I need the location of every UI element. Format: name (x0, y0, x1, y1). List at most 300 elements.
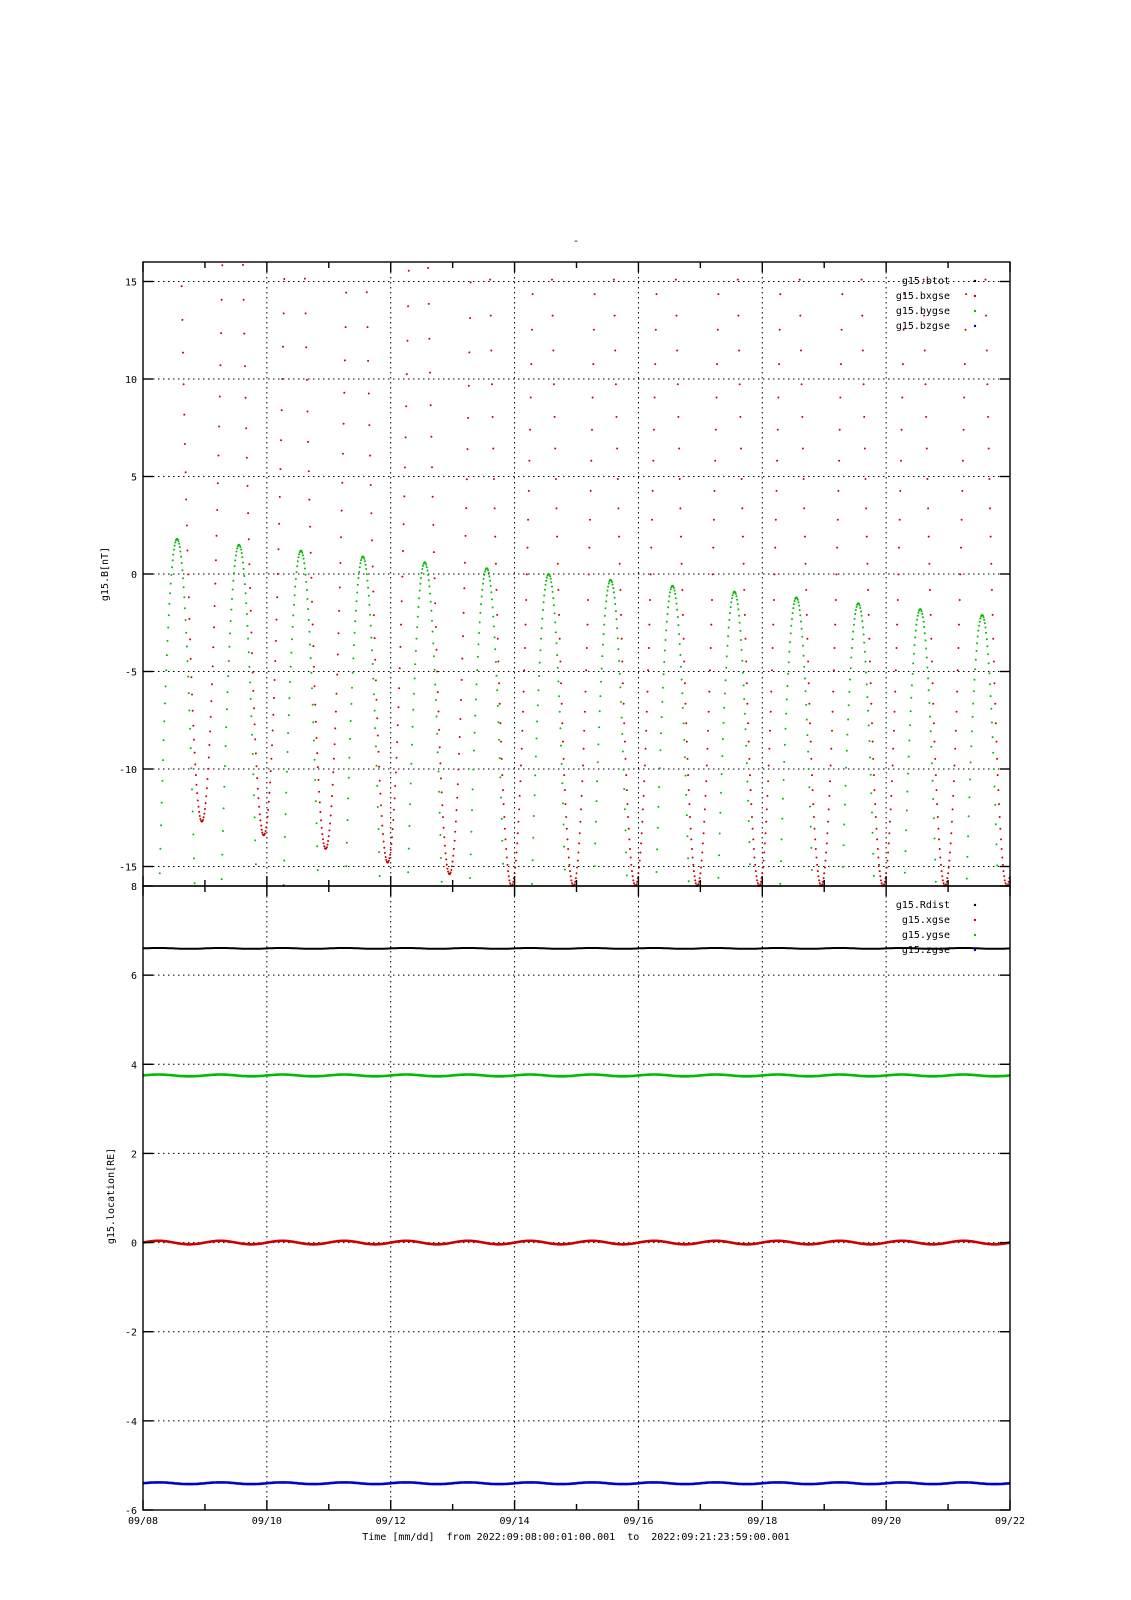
point (179, 551, 181, 553)
point (467, 448, 469, 450)
point (375, 679, 377, 681)
point (935, 774, 937, 776)
point (874, 789, 876, 791)
point (440, 777, 442, 779)
point (524, 647, 526, 649)
point (304, 568, 306, 570)
point (430, 601, 432, 603)
point (430, 610, 432, 612)
point (470, 831, 472, 833)
point (629, 848, 631, 850)
point (377, 806, 379, 808)
point (418, 597, 420, 599)
point (997, 789, 999, 791)
point (253, 707, 255, 709)
point (197, 800, 199, 802)
point (399, 667, 401, 669)
point (242, 562, 244, 564)
page-title: - (572, 236, 580, 247)
point (419, 590, 421, 592)
point (534, 794, 536, 796)
point (374, 637, 376, 639)
point (814, 838, 816, 840)
point (805, 589, 807, 591)
point (428, 303, 430, 305)
point (703, 832, 705, 834)
legend-entry-label: g15.bxgse (895, 291, 950, 302)
point (658, 786, 660, 788)
point (806, 719, 808, 721)
point (607, 590, 609, 592)
point (368, 393, 370, 395)
point (937, 816, 939, 818)
point (290, 652, 292, 654)
point (233, 572, 235, 574)
point (947, 872, 949, 874)
point (434, 669, 436, 671)
point (174, 542, 176, 544)
point (249, 587, 251, 589)
point (748, 820, 750, 822)
point (727, 635, 729, 637)
point (562, 741, 564, 743)
point (308, 499, 310, 501)
point (905, 850, 907, 852)
point (381, 815, 383, 817)
point (604, 615, 606, 617)
x-tick-label: 09/16 (623, 1516, 654, 1527)
point (888, 842, 890, 844)
point (928, 536, 930, 538)
point (341, 482, 343, 484)
point (433, 551, 435, 553)
point (950, 842, 952, 844)
point (854, 618, 856, 620)
point (786, 698, 788, 700)
point (703, 821, 705, 823)
point (536, 721, 538, 723)
point (809, 806, 811, 808)
point (221, 299, 223, 301)
point (821, 883, 823, 885)
point (438, 729, 440, 731)
point (785, 713, 787, 715)
point (407, 871, 409, 873)
point (817, 870, 819, 872)
point (643, 780, 645, 782)
point (738, 615, 740, 617)
point (694, 875, 696, 877)
point (376, 765, 378, 767)
point (318, 779, 320, 781)
point (766, 808, 768, 810)
point (742, 536, 744, 538)
point (799, 279, 801, 281)
point (954, 748, 956, 750)
point (503, 816, 505, 818)
point (390, 849, 392, 851)
point (439, 812, 441, 814)
point (189, 728, 191, 730)
point (554, 612, 556, 614)
point (167, 627, 169, 629)
point (444, 845, 446, 847)
point (240, 549, 242, 551)
y-axis-label: g15.location[RE] (106, 1147, 117, 1245)
point (907, 773, 909, 775)
point (748, 841, 750, 843)
point (623, 703, 625, 705)
point (752, 838, 754, 840)
point (916, 619, 918, 621)
point (612, 587, 614, 589)
point (313, 740, 315, 742)
point (896, 647, 898, 649)
point (712, 547, 714, 549)
point (388, 860, 390, 862)
point (285, 813, 287, 815)
point (945, 883, 947, 885)
x-axis-label (362, 1532, 790, 1543)
point (926, 667, 928, 669)
point (191, 694, 193, 696)
point (312, 721, 314, 723)
point (912, 662, 914, 664)
point (441, 804, 443, 806)
point (268, 801, 270, 803)
point (690, 828, 692, 830)
point (388, 857, 390, 859)
point (899, 490, 901, 492)
point (585, 669, 587, 671)
grid (143, 886, 1010, 1510)
y-tick-labels (125, 882, 137, 1517)
point (925, 648, 927, 650)
point (392, 828, 394, 830)
point (1007, 883, 1009, 885)
y-tick-label: 0 (130, 570, 137, 581)
point (959, 573, 961, 575)
point (245, 592, 247, 594)
point (906, 791, 908, 793)
point (753, 848, 755, 850)
point (180, 556, 182, 558)
point (644, 765, 646, 767)
point (276, 619, 278, 621)
point (305, 581, 307, 583)
point (243, 568, 245, 570)
point (455, 821, 457, 823)
point (166, 654, 168, 656)
point (443, 836, 445, 838)
point (781, 818, 783, 820)
point (642, 808, 644, 810)
point (814, 828, 816, 830)
point (516, 842, 518, 844)
point (646, 711, 648, 713)
point (615, 610, 617, 612)
point (987, 653, 989, 655)
point (662, 687, 664, 689)
point (871, 812, 873, 814)
point (272, 730, 274, 732)
point (446, 864, 448, 866)
point (739, 416, 741, 418)
point (252, 753, 254, 755)
point (883, 883, 885, 885)
point (561, 763, 563, 765)
point (370, 512, 372, 514)
point (317, 766, 319, 768)
point (601, 668, 603, 670)
point (868, 638, 870, 640)
point (830, 765, 832, 767)
point (265, 826, 267, 828)
point (565, 803, 567, 805)
point (956, 711, 958, 713)
legend-marker (974, 280, 976, 282)
point (168, 603, 170, 605)
point (421, 568, 423, 570)
x-tick-label: 09/12 (375, 1516, 406, 1527)
point (192, 834, 194, 836)
point (302, 554, 304, 556)
point (236, 547, 238, 549)
point (943, 882, 945, 884)
point (187, 660, 189, 662)
point (189, 638, 191, 640)
point (719, 812, 721, 814)
point (252, 690, 254, 692)
point (719, 833, 721, 835)
point (554, 416, 556, 418)
point (985, 627, 987, 629)
point (586, 647, 588, 649)
point (242, 264, 244, 266)
point (842, 866, 844, 868)
point (314, 704, 316, 706)
point (256, 777, 258, 779)
point (930, 730, 932, 732)
point (477, 643, 479, 645)
point (401, 576, 403, 578)
point (435, 626, 437, 628)
point (450, 869, 452, 871)
point (188, 596, 190, 598)
point (380, 804, 382, 806)
point (438, 771, 440, 773)
point (614, 603, 616, 605)
point (417, 616, 419, 618)
point (260, 825, 262, 827)
point (371, 539, 373, 541)
point (194, 752, 196, 754)
point (930, 614, 932, 616)
point (730, 601, 732, 603)
point (995, 823, 997, 825)
point (463, 612, 465, 614)
point (926, 657, 928, 659)
point (368, 604, 370, 606)
point (632, 875, 634, 877)
point (623, 769, 625, 771)
y-tick-label: 6 (130, 971, 137, 983)
point (497, 661, 499, 663)
point (323, 845, 325, 847)
point (836, 573, 838, 575)
point (575, 877, 577, 879)
point (279, 468, 281, 470)
point (247, 485, 249, 487)
point (491, 383, 493, 385)
point (895, 669, 897, 671)
point (252, 672, 254, 674)
point (482, 583, 484, 585)
point (652, 490, 654, 492)
point (872, 741, 874, 743)
point (802, 645, 804, 647)
point (788, 661, 790, 663)
point (219, 364, 221, 366)
point (688, 803, 690, 805)
point (705, 795, 707, 797)
point (350, 720, 352, 722)
point (369, 614, 371, 616)
magnetic-field-panel (100, 262, 1010, 887)
legend-marker (974, 904, 976, 906)
point (497, 638, 499, 640)
point (745, 638, 747, 640)
point (749, 863, 751, 865)
point (277, 573, 279, 575)
point (521, 730, 523, 732)
point (602, 644, 604, 646)
point (554, 448, 556, 450)
point (965, 329, 967, 331)
point (306, 589, 308, 591)
point (342, 453, 344, 455)
point (345, 326, 347, 328)
point (533, 815, 535, 817)
point (275, 640, 277, 642)
point (737, 279, 739, 281)
x-axis-label-from-word: from (446, 1532, 471, 1543)
point (598, 726, 600, 728)
point (783, 761, 785, 763)
point (521, 748, 523, 750)
point (590, 490, 592, 492)
point (236, 551, 238, 553)
series-line (143, 1482, 1010, 1484)
point (631, 870, 633, 872)
point (921, 610, 923, 612)
point (559, 638, 561, 640)
point (674, 593, 676, 595)
location-panel (106, 882, 1010, 1517)
point (722, 738, 724, 740)
point (427, 267, 429, 269)
point (885, 872, 887, 874)
point (216, 509, 218, 511)
point (191, 788, 193, 790)
point (288, 714, 290, 716)
point (306, 379, 308, 381)
point (627, 803, 629, 805)
point (900, 460, 902, 462)
point (1003, 870, 1005, 872)
point (480, 603, 482, 605)
point (550, 581, 552, 583)
point (755, 870, 757, 872)
point (223, 786, 225, 788)
point (685, 703, 687, 705)
point (961, 490, 963, 492)
point (574, 883, 576, 885)
point (465, 507, 467, 509)
point (626, 875, 628, 877)
point (808, 703, 810, 705)
point (161, 780, 163, 782)
point (933, 722, 935, 724)
point (559, 661, 561, 663)
point (272, 714, 274, 716)
y-tick-label: 15 (124, 277, 137, 289)
point (340, 536, 342, 538)
point (627, 816, 629, 818)
point (492, 607, 494, 609)
point (234, 559, 236, 561)
plot-area (143, 948, 1010, 1484)
point (649, 599, 651, 601)
point (319, 811, 321, 813)
point (256, 765, 258, 767)
point (394, 797, 396, 799)
point (489, 279, 491, 281)
point (619, 673, 621, 675)
series-line (143, 948, 1010, 949)
point (517, 832, 519, 834)
point (968, 815, 970, 817)
point (810, 847, 812, 849)
point (808, 682, 810, 684)
point (270, 758, 272, 760)
point (756, 879, 758, 881)
point (554, 621, 556, 623)
point (502, 863, 504, 865)
point (803, 507, 805, 509)
point (494, 636, 496, 638)
point (313, 666, 315, 668)
point (580, 808, 582, 810)
point (212, 646, 214, 648)
point (728, 627, 730, 629)
point (686, 741, 688, 743)
point (683, 722, 685, 724)
point (962, 460, 964, 462)
point (375, 745, 377, 747)
point (746, 762, 748, 764)
point (803, 655, 805, 657)
point (807, 751, 809, 753)
series-line (143, 1241, 1010, 1245)
point (545, 584, 547, 586)
point (345, 292, 347, 294)
point (369, 455, 371, 457)
point (621, 638, 623, 640)
point (613, 279, 615, 281)
point (243, 299, 245, 301)
point (563, 758, 565, 760)
